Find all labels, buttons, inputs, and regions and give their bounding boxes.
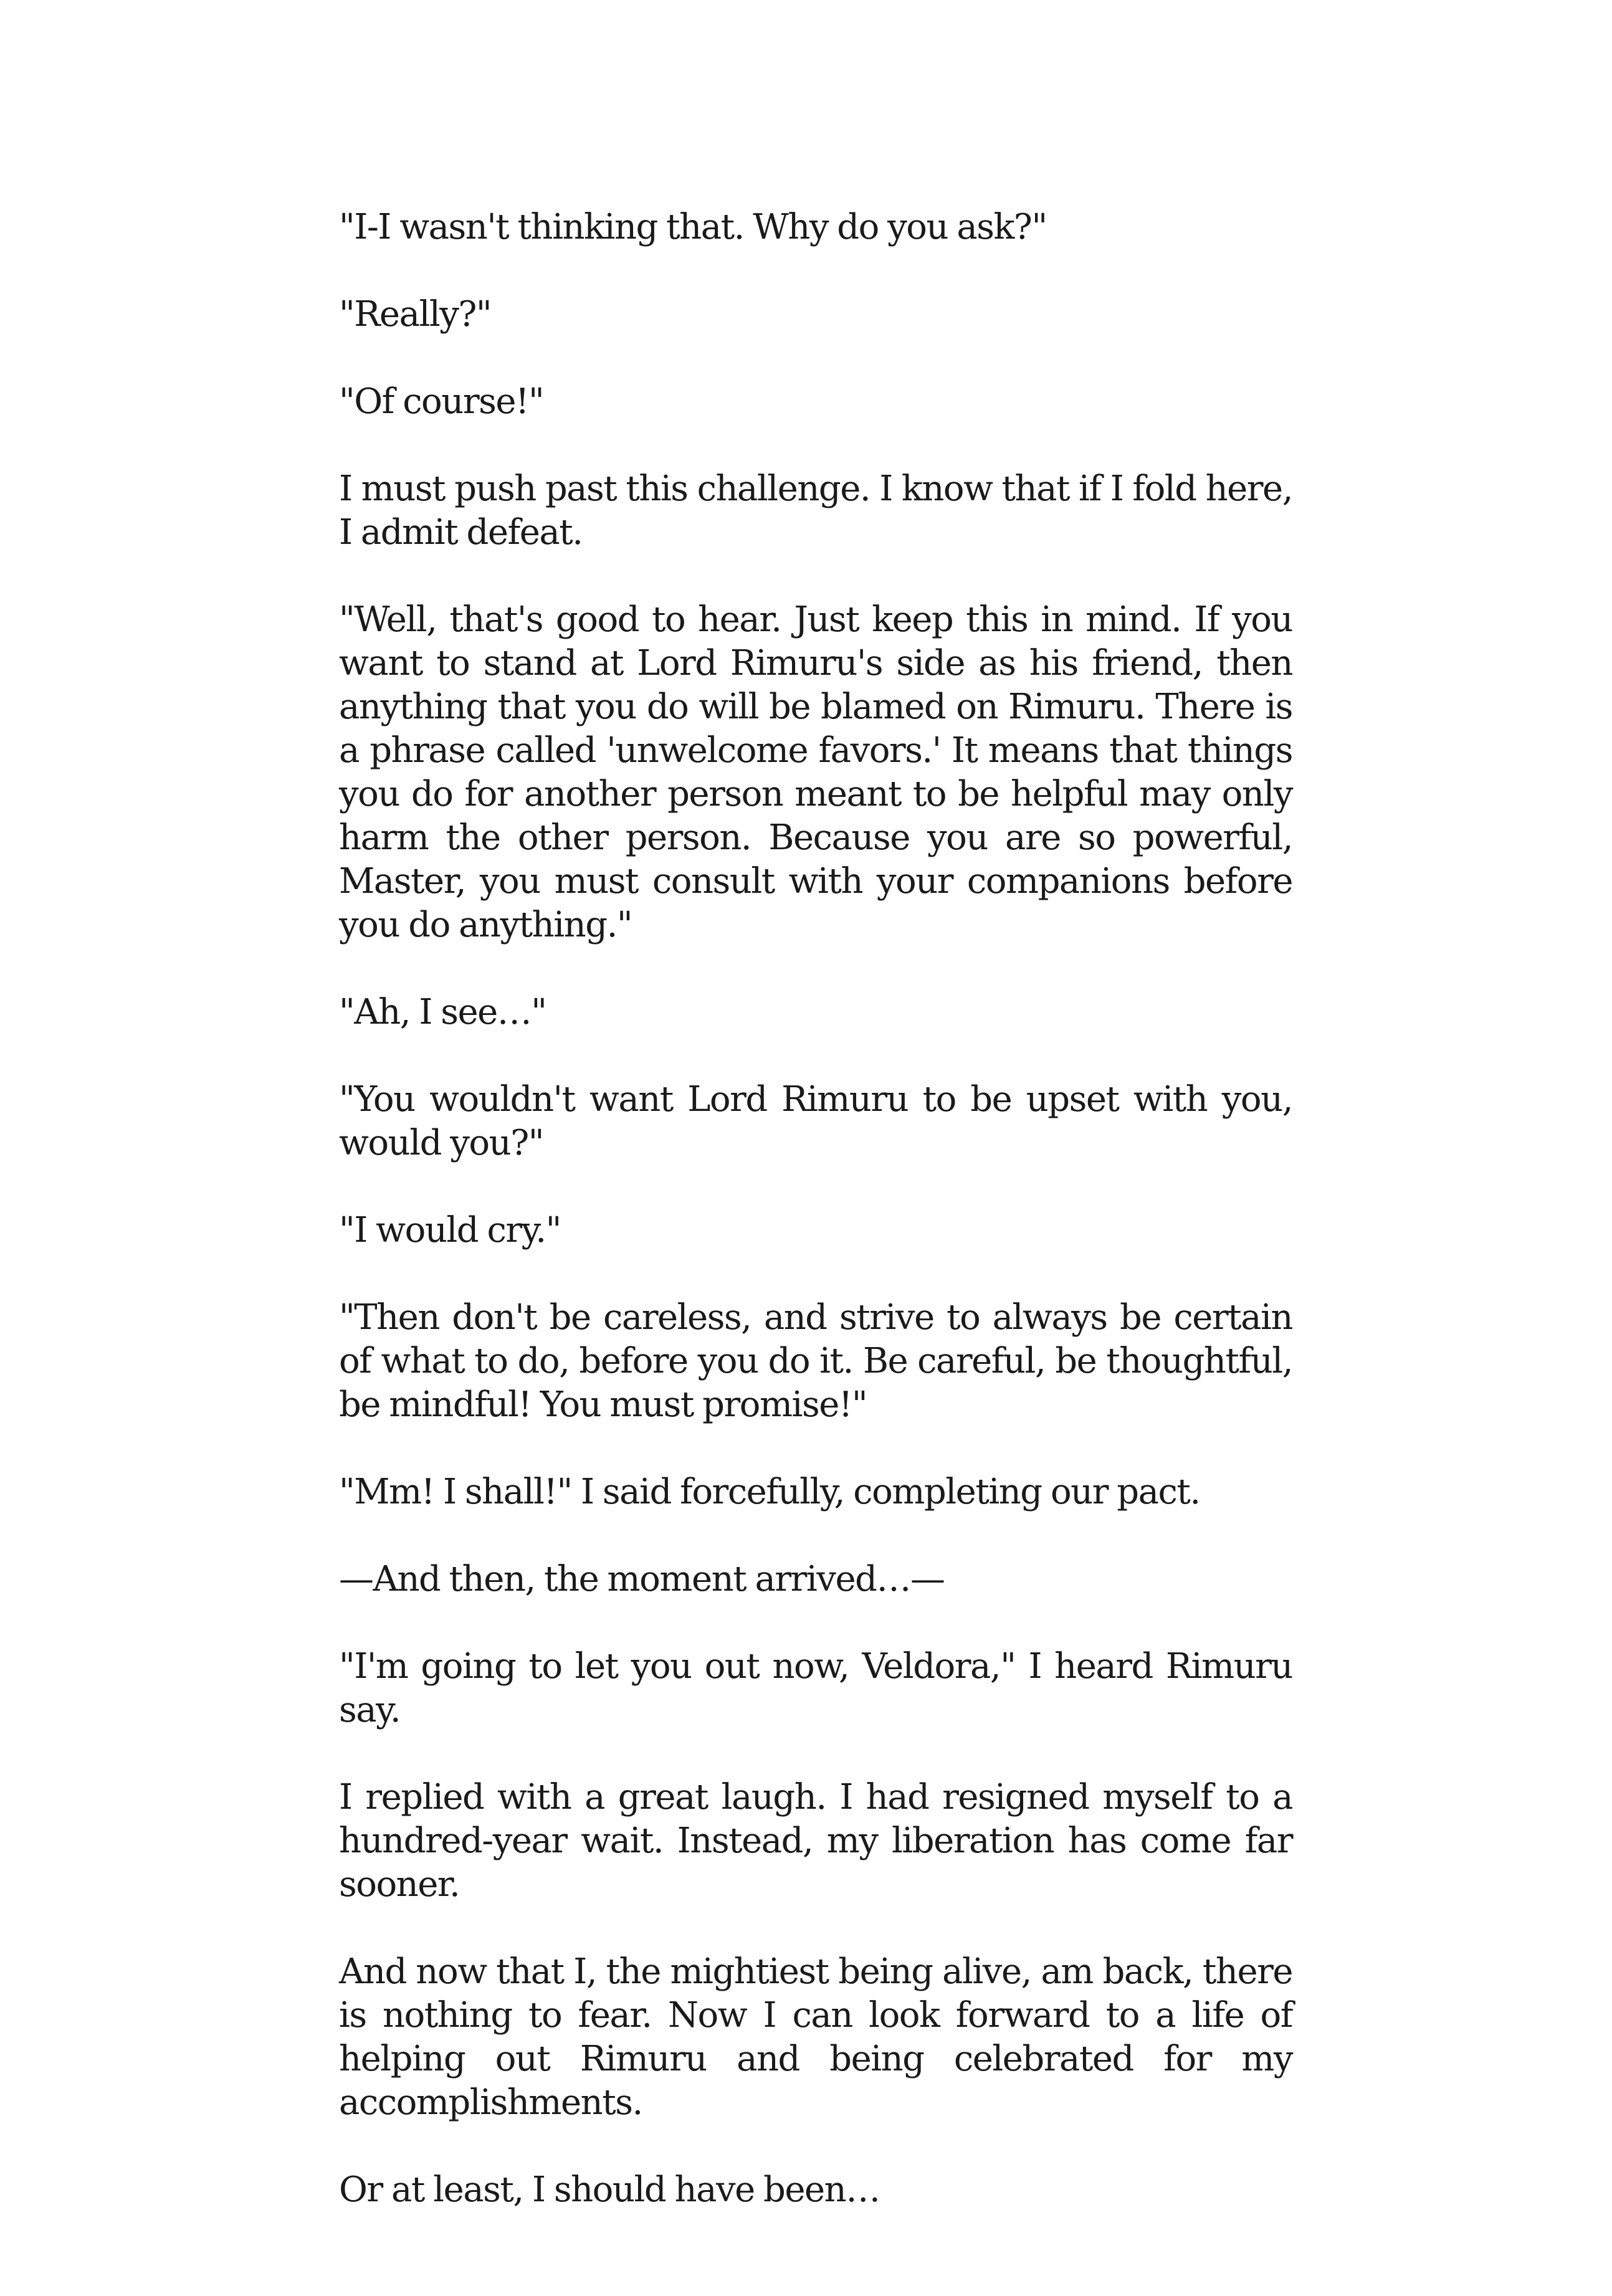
paragraph: I replied with a great laugh. I had resigned myself to a hundred-year wait. Instead, my liberation has come far sooner. <box>339 1777 1292 1905</box>
paragraph: "Mm! I shall!" I said forcefully, completing our pact. <box>339 1472 1200 1512</box>
paragraph: "Really?" <box>339 294 492 335</box>
paragraph: And now that I, the mightiest being alive, am back, there is nothing to fear. Now I can look forward to a life of helping out Rimuru and being celebrated for my accomplishments. <box>339 1951 1292 2123</box>
paragraph: "Then don't be careless, and strive to always be certain of what to do, before you do it. Be careful, be thoughtful, be mindful! You must promise!" <box>339 1297 1292 1425</box>
paragraph: "I would cry." <box>339 1210 561 1250</box>
paragraph: "I-I wasn't thinking that. Why do you ask?" <box>339 207 1047 247</box>
paragraph: "Ah, I see…" <box>339 992 546 1032</box>
scene-break: —And then, the moment arrived…— <box>339 1559 945 1599</box>
paragraph: "I'm going to let you out now, Veldora," I heard Rimuru say. <box>339 1646 1292 1730</box>
paragraph: "Well, that's good to hear. Just keep this in mind. If you want to stand at Lord Rimuru's side as his friend, then anything that you do will be blamed on Rimuru. There is a phrase called 'unwelcome favors.' It means that things you do for another person meant to be helpful may only harm the other person. Because you are so powerful, Master, you must consult with your companions before you do anything." <box>339 599 1292 945</box>
body-text <box>339 206 1292 2256</box>
paragraph: "Of course!" <box>339 381 544 422</box>
paragraph: I must push past this challenge. I know that if I fold here, I admit defeat. <box>339 469 1292 553</box>
paragraph: Or at least, I should have been… <box>339 2170 880 2210</box>
paragraph: "You wouldn't want Lord Rimuru to be upset with you, would you?" <box>339 1079 1292 1163</box>
